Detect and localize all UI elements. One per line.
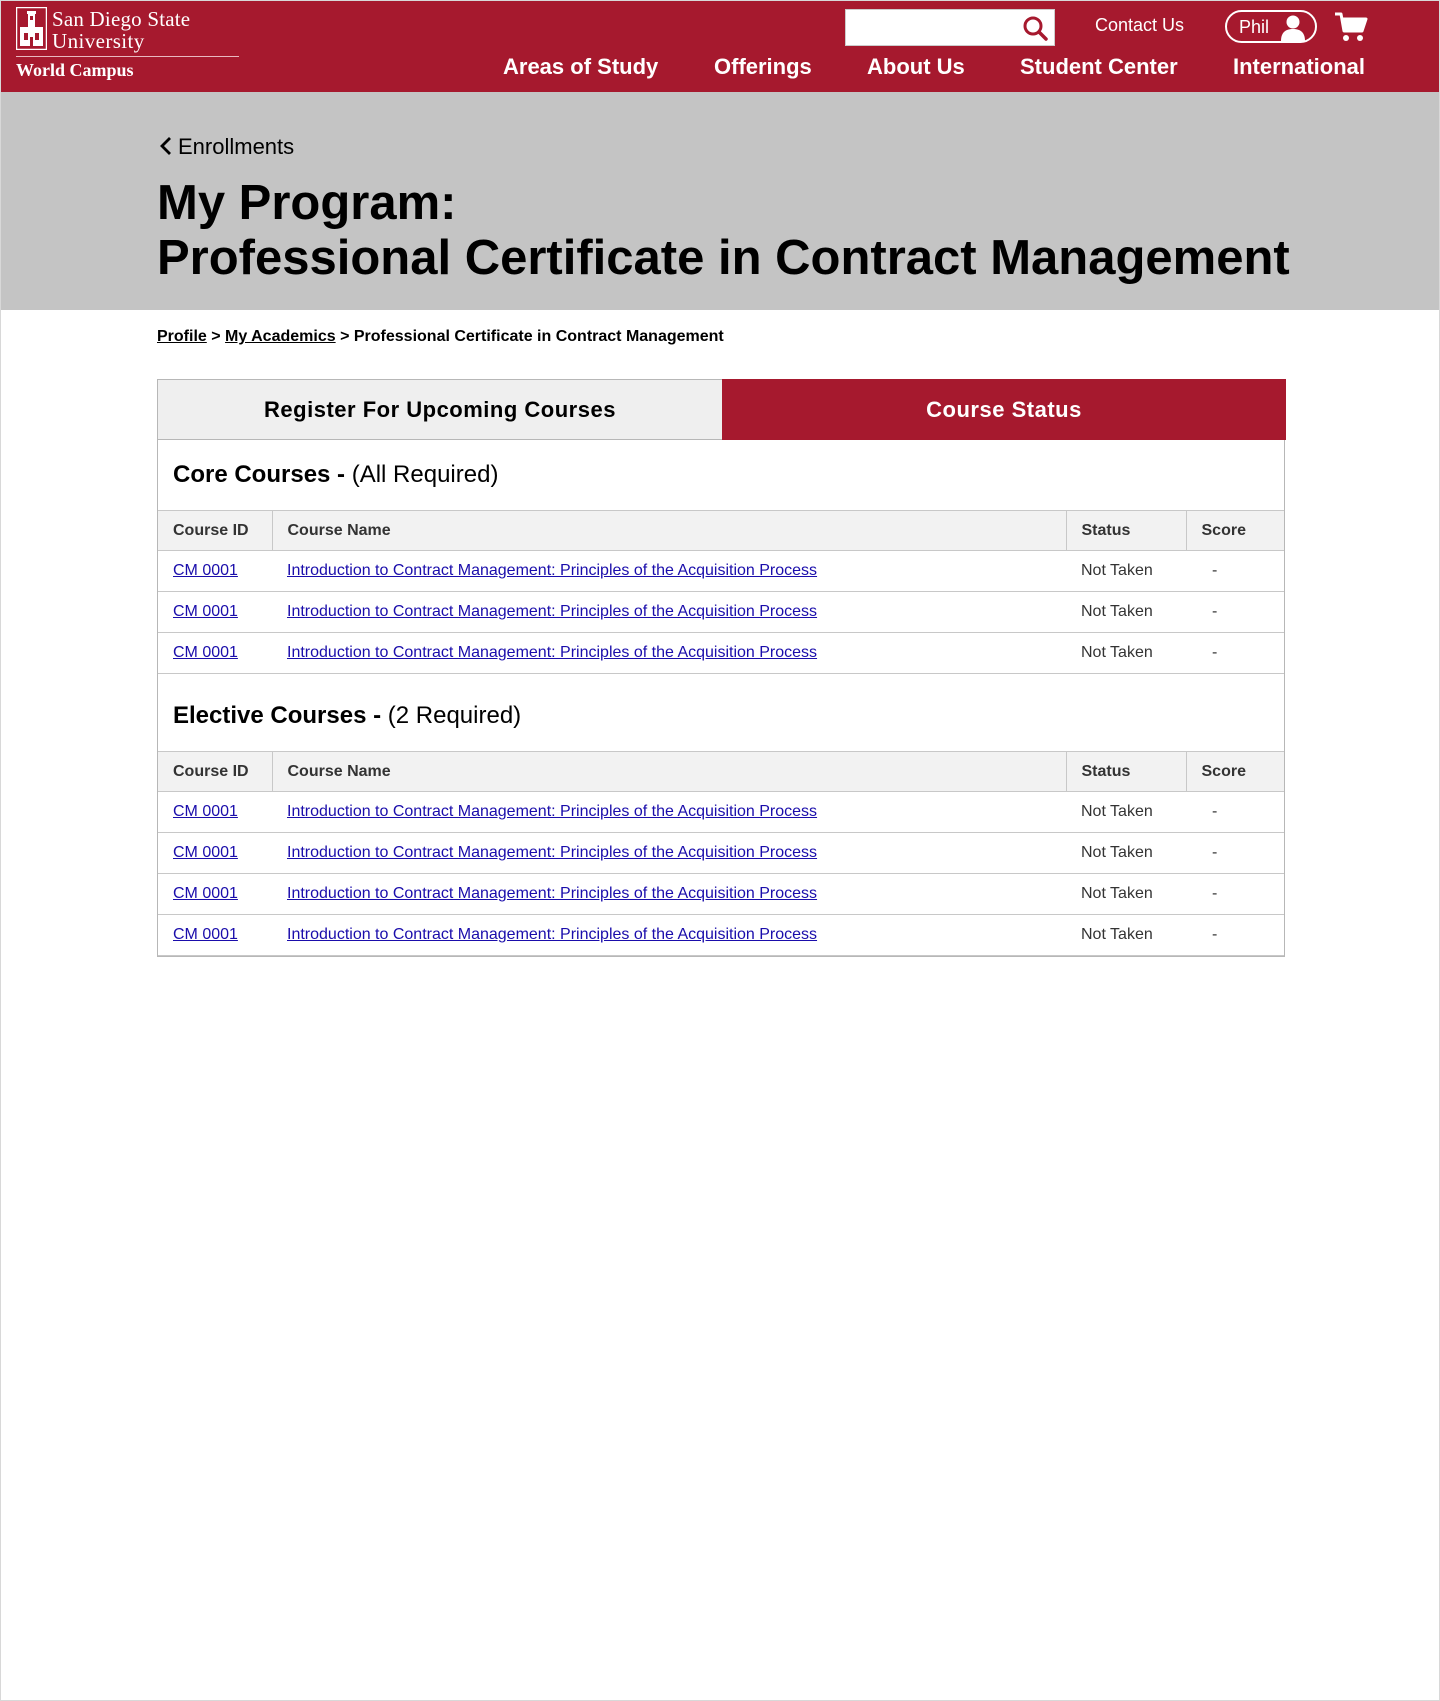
column-header-status: Status [1066, 511, 1186, 551]
shopping-cart-icon[interactable] [1334, 11, 1368, 43]
tab-bar [158, 379, 1284, 440]
column-header-course-name: Course Name [272, 752, 1066, 792]
course-score: - [1186, 874, 1284, 915]
column-header-status: Status [1066, 752, 1186, 792]
course-id-link[interactable]: CM 0001 [173, 803, 238, 820]
course-name-link[interactable]: Introduction to Contract Management: Principles of the Acquisition Process [287, 885, 818, 902]
course-name-link[interactable]: Introduction to Contract Management: Principles of the Acquisition Process [287, 926, 818, 943]
course-score: - [1186, 833, 1284, 874]
course-name-link[interactable]: Introduction to Contract Management: Principles of the Acquisition Process [287, 803, 818, 820]
course-panel [157, 379, 1285, 957]
course-score: - [1186, 915, 1284, 956]
table-row [158, 592, 1284, 633]
table-row [158, 915, 1284, 956]
course-name-link[interactable]: Introduction to Contract Management: Principles of the Acquisition Process [287, 644, 818, 661]
user-account-button[interactable] [1225, 10, 1317, 43]
tab-register-upcoming-courses[interactable]: Register For Upcoming Courses [158, 379, 722, 440]
course-id-link[interactable]: CM 0001 [173, 603, 238, 620]
course-status: Not Taken [1066, 915, 1186, 956]
breadcrumb-my-academics[interactable]: My Academics [225, 328, 336, 345]
site-header [1, 1, 1439, 92]
core-courses-heading [158, 440, 1284, 510]
column-header-score: Score [1186, 752, 1284, 792]
contact-us-link[interactable]: Contact Us [1095, 15, 1185, 35]
course-status: Not Taken [1066, 592, 1186, 633]
page-title [157, 176, 1290, 286]
core-courses-table [158, 510, 1284, 674]
course-name-link[interactable]: Introduction to Contract Management: Principles of the Acquisition Process [287, 844, 818, 861]
breadcrumb-profile[interactable]: Profile [157, 328, 207, 345]
user-icon [1280, 14, 1306, 41]
course-id-link[interactable]: CM 0001 [173, 644, 238, 661]
course-id-link[interactable]: CM 0001 [173, 562, 238, 579]
table-row [158, 874, 1284, 915]
logo-divider [16, 56, 239, 57]
table-header-row [158, 752, 1284, 792]
page-title-line2: Professional Certificate in Contract Management [157, 231, 1290, 285]
logo-text-line1: San Diego State [52, 7, 191, 31]
core-courses-note: (All Required) [351, 461, 499, 488]
search-input[interactable] [845, 9, 1055, 46]
course-name-link[interactable]: Introduction to Contract Management: Principles of the Acquisition Process [287, 603, 818, 620]
table-row [158, 633, 1284, 674]
table-row [158, 833, 1284, 874]
breadcrumb-current: Professional Certificate in Contract Management [353, 328, 724, 345]
user-name: Phil [1239, 17, 1270, 37]
course-id-link[interactable]: CM 0001 [173, 844, 238, 861]
course-score: - [1186, 792, 1284, 833]
course-status: Not Taken [1066, 833, 1186, 874]
elective-courses-note: (2 Required) [387, 702, 522, 729]
sdsu-world-campus-logo[interactable] [16, 7, 240, 85]
page-title-line1: My Program: [157, 176, 457, 230]
section-spacer [158, 674, 1284, 681]
nav-about-us[interactable]: About Us [867, 54, 965, 79]
logo-text-line3: World Campus [16, 60, 134, 80]
course-status: Not Taken [1066, 551, 1186, 592]
course-status: Not Taken [1066, 792, 1186, 833]
breadcrumb-separator: > [340, 328, 350, 345]
nav-student-center[interactable]: Student Center [1020, 54, 1178, 79]
elective-courses-heading [158, 681, 1284, 751]
course-status: Not Taken [1066, 633, 1186, 674]
table-row [158, 792, 1284, 833]
column-header-course-name: Course Name [272, 511, 1066, 551]
course-id-link[interactable]: CM 0001 [173, 885, 238, 902]
tab-course-status[interactable]: Course Status [722, 379, 1286, 440]
table-header-row [158, 511, 1284, 551]
breadcrumb-separator: > [211, 328, 221, 345]
nav-offerings[interactable]: Offerings [714, 54, 812, 79]
course-score: - [1186, 592, 1284, 633]
column-header-score: Score [1186, 511, 1284, 551]
nav-international[interactable]: International [1233, 54, 1366, 79]
core-courses-title: Core Courses - [173, 461, 346, 488]
back-to-enrollments-link[interactable] [159, 134, 294, 160]
course-id-link[interactable]: CM 0001 [173, 926, 238, 943]
nav-areas-of-study[interactable]: Areas of Study [503, 54, 659, 79]
chevron-left-icon [159, 136, 173, 156]
logo-text-line2: University [52, 29, 145, 53]
column-header-course-id: Course ID [158, 752, 272, 792]
column-header-course-id: Course ID [158, 511, 272, 551]
search-icon[interactable] [1022, 15, 1048, 41]
course-score: - [1186, 551, 1284, 592]
elective-courses-title: Elective Courses - [173, 702, 382, 729]
course-score: - [1186, 633, 1284, 674]
breadcrumb [157, 328, 724, 346]
page-hero [1, 92, 1439, 310]
university-emblem-icon [16, 7, 47, 50]
back-link-label: Enrollments [178, 134, 295, 159]
table-row [158, 551, 1284, 592]
elective-courses-table [158, 751, 1284, 956]
course-name-link[interactable]: Introduction to Contract Management: Principles of the Acquisition Process [287, 562, 818, 579]
course-status: Not Taken [1066, 874, 1186, 915]
